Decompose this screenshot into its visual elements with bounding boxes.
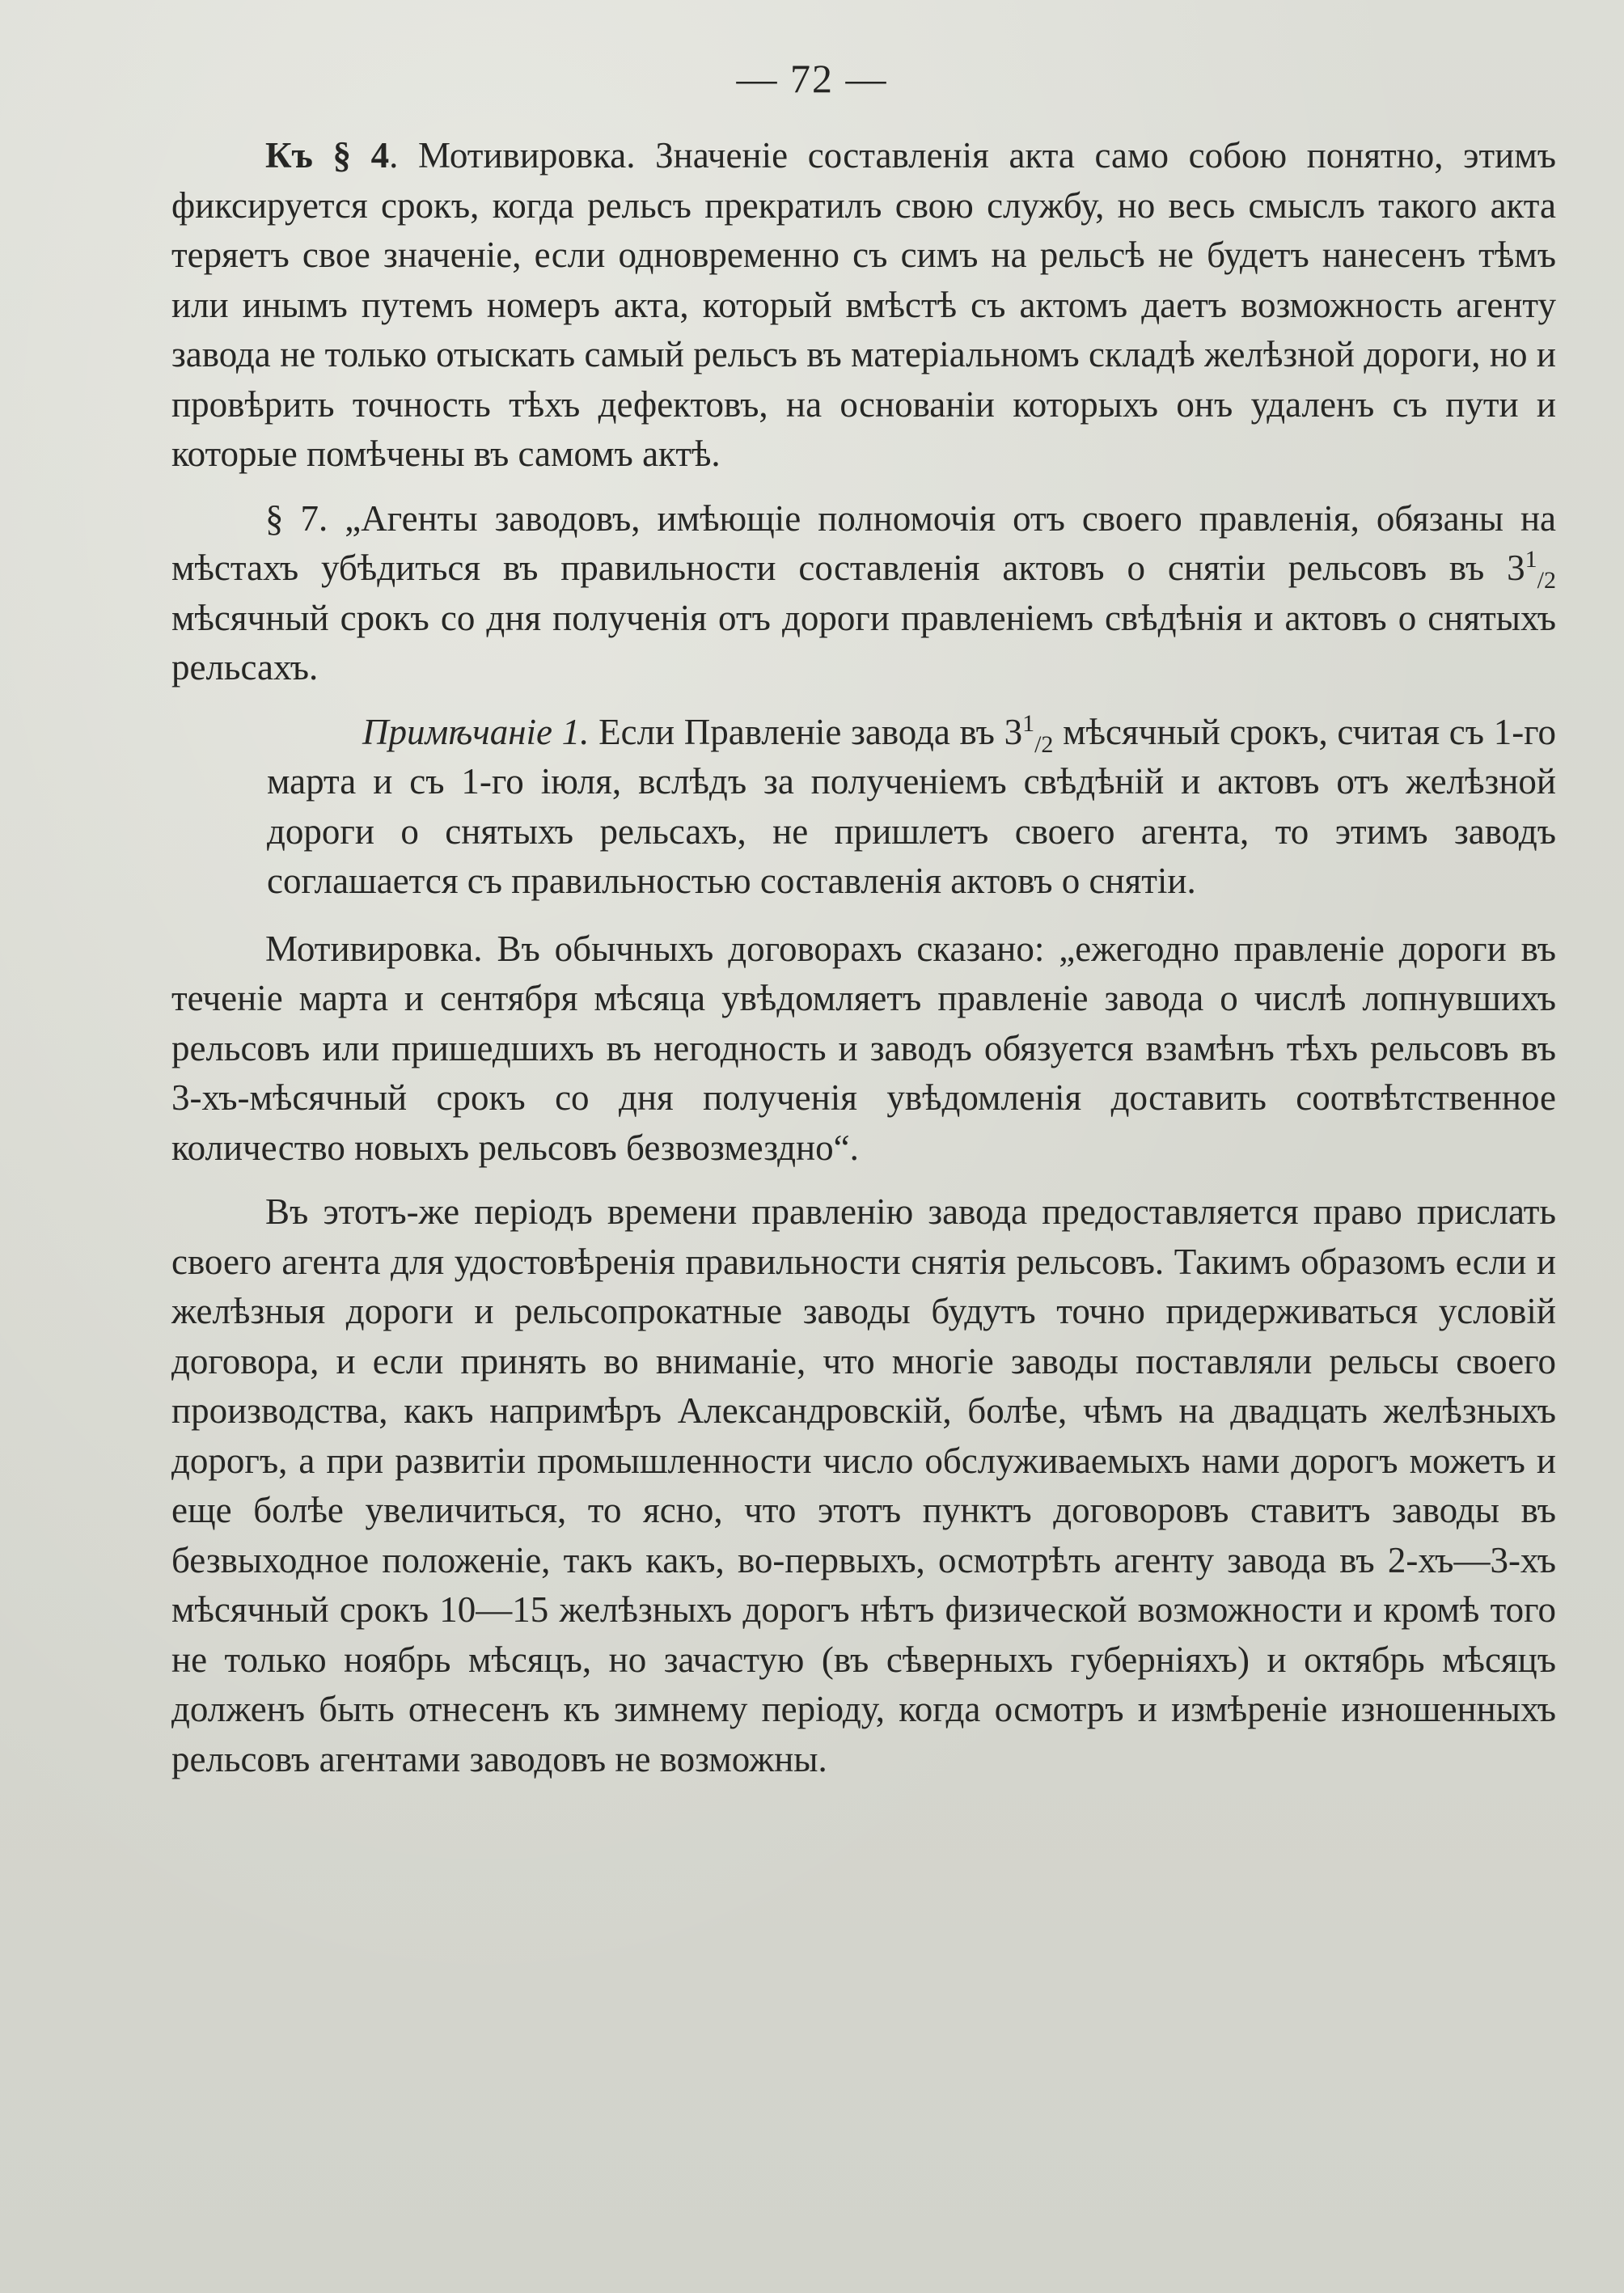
- fraction-denominator: /2: [1034, 730, 1054, 758]
- fraction-denominator: /2: [1537, 567, 1556, 594]
- page-number: — 72 —: [736, 56, 888, 101]
- fraction-numerator: 1: [1525, 546, 1537, 573]
- note-text-a: Если Правленіе завода въ 3: [589, 711, 1023, 752]
- note-text-b: мѣсячный срокъ, считая съ 1-го марта и съ 1-го іюля, вслѣдъ за полученіемъ свѣдѣній и актовъ отъ желѣзной дороги о снятыхъ рельсахъ, не пришлетъ своего агента, то этимъ заводъ соглашается съ правильностью составленія актовъ о снятіи.: [267, 711, 1557, 901]
- paragraph-k4: [171, 131, 1556, 480]
- paragraph-s7-text-a: § 7. „Агенты заводовъ, имѣющіе полномочія отъ своего правленія, обязаны на мѣстахъ убѣдиться въ правильности составленія актовъ о снятіи рельсовъ въ 3: [171, 497, 1556, 588]
- paragraph-k4-text: . Мотивировка. Значеніе составленія акта само собою понятно, этимъ фиксируется срокъ, когда рельсъ прекратилъ свою службу, но весь смыслъ такого акта теряетъ свое значеніе, если одновременно съ симъ на рельсѣ не будетъ нанесенъ тѣмъ или инымъ путемъ номеръ акта, который вмѣстѣ съ актомъ даетъ возможность агенту завода не только отыскать самый рельсъ въ матеріальномъ складѣ желѣзной дороги, но и провѣрить точность тѣхъ дефектовъ, на основаніи которыхъ онъ удаленъ съ пути и которые помѣчены въ самомъ актѣ.: [171, 135, 1556, 474]
- paragraph-s7-text-b: мѣсячный срокъ со дня полученія отъ дороги правленіемъ свѣдѣнія и актовъ о снятыхъ рельсахъ.: [171, 597, 1556, 687]
- paragraph-final: Въ этотъ-же періодъ времени правленію завода предоставляется право прислать своего агента для удостовѣренія правильности снятія рельсовъ. Такимъ образомъ если и желѣзныя дороги и рельсопрокатные заводы будутъ точно придерживаться условій договора, и если принять во вниманіе, что многіе заводы поставляли рельсы своего производства, какъ напримѣръ Александровскій, болѣе, чѣмъ на двадцать желѣзныхъ дорогъ, а при развитіи промышленности число обслуживаемыхъ нами дорогъ можетъ и еще болѣе увеличиться, то ясно, что этотъ пунктъ договоровъ ставитъ заводы въ безвыходное положеніе, такъ какъ, во-первыхъ, осмотрѣть агенту завода въ 2-хъ—3-хъ мѣсячный срокъ 10—15 желѣзныхъ дорогъ нѣтъ физической возможности и кромѣ того не только ноябрь мѣсяцъ, но зачастую (въ сѣверныхъ губерніяхъ) и октябрь мѣсяцъ долженъ быть отнесенъ къ зимнему періоду, когда осмотръ и измѣреніе изношенныхъ рельсовъ агентами заводовъ не возможны.: [171, 1191, 1556, 1779]
- page-body: [171, 131, 1556, 1784]
- paragraph-motivation: Мотивировка. Въ обычныхъ договорахъ сказано: „ежегодно правленіе дороги въ теченіе марта и сентября мѣсяца увѣдомляетъ правленіе завода о числѣ лопнувшихъ рельсовъ или пришедшихъ въ негодность и заводъ обязуется взамѣнъ тѣхъ рельсовъ въ 3-хъ-мѣсячный срокъ со дня полученія увѣдомленія доставить соотвѣтственное количество новыхъ рельсовъ безвозмездно“.: [171, 928, 1556, 1168]
- note-1: [267, 708, 1556, 907]
- section-reference: Къ § 4: [265, 135, 390, 176]
- fraction-numerator: 1: [1022, 709, 1035, 737]
- paragraph-s7: [171, 494, 1556, 693]
- note-label: Примѣчаніе 1.: [362, 711, 590, 752]
